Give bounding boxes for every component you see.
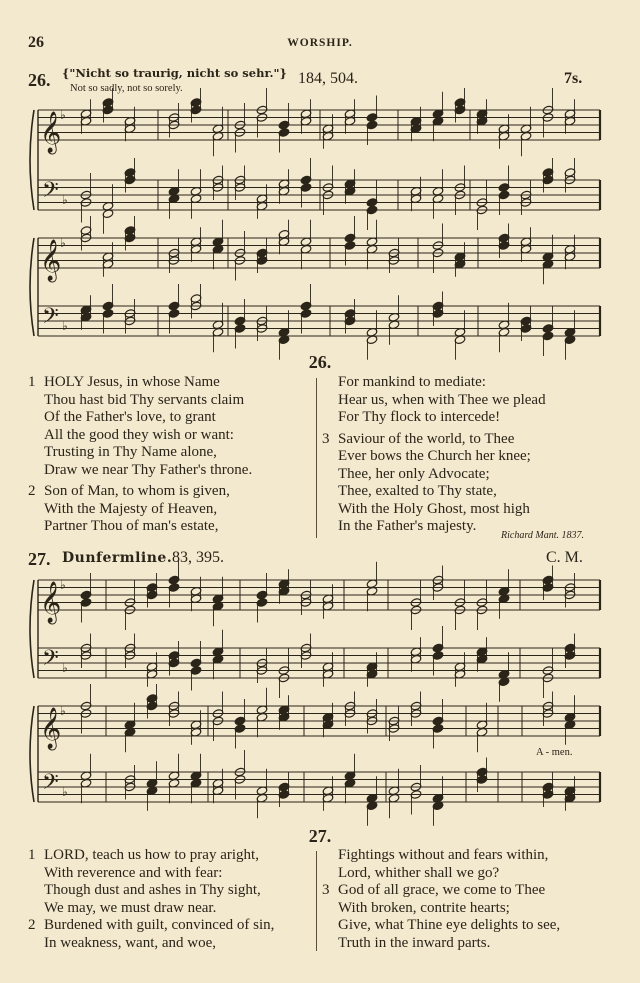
verse-line: For mankind to mediate:	[338, 374, 486, 390]
svg-text:♭: ♭	[62, 661, 68, 675]
tune-26-meter: 7s.	[564, 70, 583, 87]
verse-line: With broken, contrite hearts;	[338, 899, 510, 916]
svg-text:♭: ♭	[62, 785, 68, 799]
verse-line: Partner Thou of man's estate,	[44, 518, 219, 534]
verse-line: In weakness, want, and woe,	[44, 934, 217, 951]
verse-line: Lord, whither shall we go?	[338, 864, 500, 881]
tune-27-number: 27.	[28, 549, 51, 569]
tune-27-refs: 83, 395.	[172, 549, 224, 566]
svg-text:♭: ♭	[62, 193, 68, 207]
verse-line: Ever bows the Church her knee;	[338, 448, 531, 464]
verse-line: Fightings without and fears within,	[338, 847, 549, 863]
verse-line: Give, what Thine eye delights to see,	[338, 917, 561, 933]
verse-line: Though dust and ashes in Thy sight,	[44, 882, 261, 898]
verse-line: With the Majesty of Heaven,	[44, 500, 218, 517]
verse-line: Saviour of the world, to Thee	[338, 430, 515, 447]
svg-text:♭: ♭	[60, 236, 66, 250]
page-number: 26	[28, 34, 44, 51]
verse-line: For Thy flock to intercede!	[338, 409, 501, 425]
verse-number: 3	[322, 430, 330, 447]
verse-line: We may, we must draw near.	[44, 899, 217, 916]
hymn-27-right-column	[322, 847, 560, 952]
svg-text:♭: ♭	[60, 578, 66, 592]
verse-line: Thou hast bid Thy servants claim	[44, 391, 245, 408]
svg-text:𝄞: 𝄞	[40, 582, 62, 623]
verse-number: 1	[28, 374, 36, 390]
svg-text:𝄞: 𝄞	[40, 708, 62, 749]
svg-text:𝄞: 𝄞	[40, 240, 62, 281]
svg-text:𝄢: 𝄢	[42, 304, 59, 334]
verse-line: Trusting in Thy Name alone,	[44, 444, 217, 460]
verse-line: Thee, exalted to Thy state,	[338, 483, 497, 499]
svg-text:♭: ♭	[62, 319, 68, 333]
tune-26-refs: 184, 504.	[298, 70, 358, 87]
tune-26-number: 26.	[28, 70, 51, 90]
hymn-27-number: 27.	[308, 826, 332, 846]
verse-line: Draw we near Thy Father's throne.	[44, 461, 253, 478]
svg-text:𝄢: 𝄢	[42, 178, 59, 208]
svg-text:♭: ♭	[60, 704, 66, 718]
verse-line: HOLY Jesus, in whose Name	[44, 374, 220, 390]
tune-26-translation: Not so sadly, not so sorely.	[70, 83, 183, 94]
svg-text:𝄞: 𝄞	[40, 112, 62, 153]
verse-line: Truth in the inward parts.	[338, 934, 491, 951]
section-title: WORSHIP.	[287, 37, 353, 49]
verse-line: With reverence and with fear:	[44, 864, 223, 881]
verse-number: 2	[28, 917, 36, 933]
svg-text:𝄢: 𝄢	[42, 770, 59, 800]
verse-number: 3	[322, 882, 330, 898]
tune-27-name: Dunfermline.	[62, 550, 173, 566]
verse-line: Burdened with guilt, convinced of sin,	[44, 917, 275, 933]
hymn-26-credit: Richard Mant. 1837.	[501, 530, 584, 541]
hymn-26-right-column	[322, 374, 546, 536]
column-divider	[316, 851, 317, 951]
verse-line: Thee, her only Advocate;	[338, 465, 490, 482]
hymn-26-left-column	[28, 374, 252, 536]
tune-27-meter: C. M.	[546, 549, 583, 566]
verse-number: 2	[28, 483, 36, 499]
verse-number: 1	[28, 847, 36, 863]
svg-text:𝄢: 𝄢	[42, 646, 59, 676]
verse-line: In the Father's majesty.	[338, 518, 477, 534]
verse-line: Of the Father's love, to grant	[44, 409, 216, 425]
verse-line: With the Holy Ghost, most high	[338, 500, 530, 517]
verse-line: God of all grace, we come to Thee	[338, 882, 546, 898]
hymn-26-number: 26.	[308, 352, 332, 372]
verse-line: Hear us, when with Thee we plead	[338, 391, 546, 408]
amen-label: A - men.	[536, 747, 573, 758]
tune-26-name: {"Nicht so traurig, nicht so sehr."}	[62, 66, 287, 80]
hymn-27-left-column	[28, 847, 274, 952]
verse-line: All the good they wish or want:	[44, 426, 234, 443]
column-divider	[316, 378, 317, 538]
svg-text:♭: ♭	[60, 108, 66, 122]
verse-line: LORD, teach us how to pray aright,	[44, 847, 259, 863]
verse-line: Son of Man, to whom is given,	[44, 483, 230, 499]
